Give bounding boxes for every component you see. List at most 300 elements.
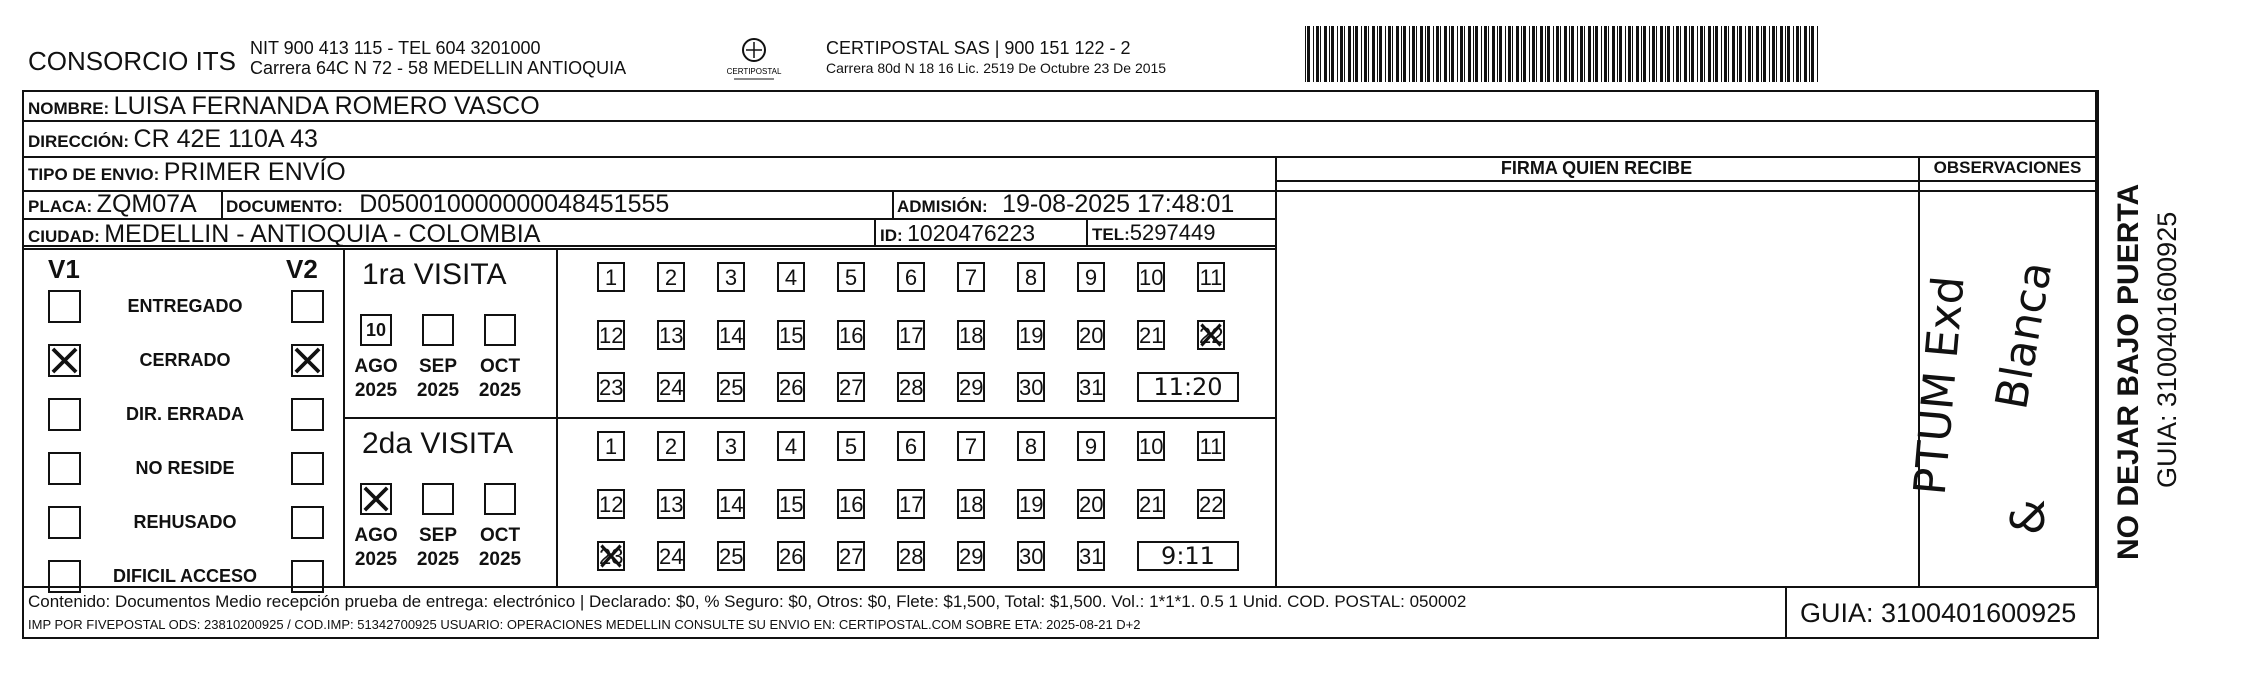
barcode-bar <box>1612 26 1615 82</box>
day-number: 3 <box>724 434 738 459</box>
month-label: AGO <box>354 356 398 377</box>
status-label: ENTREGADO <box>127 296 243 316</box>
barcode-bar <box>1761 26 1762 82</box>
barcode-bar <box>1756 26 1759 82</box>
footer-top-line <box>22 586 2099 588</box>
barcode-bar <box>1505 26 1506 82</box>
operator-license: Carrera 80d N 18 16 Lic. 2519 De Octubre 23 De 2015 <box>826 60 1167 76</box>
day-number: 13 <box>659 492 684 517</box>
day-checkbox[interactable] <box>837 541 865 571</box>
barcode-bar <box>1800 26 1801 82</box>
cell-divider <box>1086 218 1088 246</box>
day-number: 7 <box>964 265 978 290</box>
barcode-bar <box>1649 26 1650 82</box>
visit-divider <box>343 417 1275 419</box>
barcode-bar <box>1540 26 1543 82</box>
v2-checkbox[interactable] <box>291 560 324 593</box>
address-row <box>28 125 318 154</box>
day-number: 16 <box>839 492 864 517</box>
day-number: 14 <box>719 492 744 517</box>
day-checkbox[interactable] <box>597 372 625 402</box>
month-label: OCT <box>479 356 521 377</box>
day-checkbox[interactable] <box>897 262 925 292</box>
day-number: 22 <box>1199 323 1224 348</box>
recipient-address: CR 42E 110A 43 <box>133 125 318 153</box>
barcode-bar <box>1427 26 1430 82</box>
barcode-bar <box>1412 26 1415 82</box>
barcode-bar <box>1569 26 1570 82</box>
barcode-bar <box>1488 26 1489 82</box>
visit-title: 1ra VISITA <box>362 258 507 291</box>
day-number: 1 <box>604 265 618 290</box>
barcode-bar <box>1667 26 1670 82</box>
day-checkbox[interactable] <box>777 320 805 350</box>
admission-value: 19-08-2025 17:48:01 <box>1002 190 1235 218</box>
day-number: 2 <box>664 434 678 459</box>
barcode-bar <box>1420 26 1423 82</box>
year-label: 2025 <box>416 549 460 570</box>
status-label: DIR. ERRADA <box>125 404 244 424</box>
day-checkbox[interactable] <box>897 431 925 461</box>
day-checkbox[interactable] <box>597 320 625 350</box>
v2-checkbox[interactable] <box>291 290 324 323</box>
barcode-bar <box>1460 26 1463 82</box>
barcode-bar <box>1588 26 1591 82</box>
day-number: 31 <box>1079 544 1104 569</box>
day-checkbox[interactable] <box>1197 489 1225 519</box>
day-checkbox[interactable] <box>1137 431 1165 461</box>
day-checkbox[interactable] <box>717 262 745 292</box>
day-checkbox[interactable] <box>957 431 985 461</box>
day-number: 23 <box>599 375 624 400</box>
day-checkbox[interactable] <box>777 431 805 461</box>
day-number: 22 <box>1199 492 1224 517</box>
day-number: 9 <box>1084 265 1098 290</box>
status-label: REHUSADO <box>133 512 237 532</box>
day-number: 6 <box>904 265 918 290</box>
day-checkbox[interactable] <box>837 431 865 461</box>
barcode-bar <box>1547 26 1550 82</box>
barcode-bar <box>1307 26 1310 82</box>
day-checkbox[interactable] <box>897 541 925 571</box>
day-number: 5 <box>844 265 858 290</box>
day-checkbox[interactable] <box>837 262 865 292</box>
city-label: CIUDAD: <box>28 227 100 246</box>
barcode-bar <box>1368 26 1369 82</box>
day-checkbox[interactable] <box>657 489 685 519</box>
day-checkbox[interactable] <box>897 372 925 402</box>
barcode-bar <box>1556 26 1559 82</box>
checked-x-mark <box>293 346 322 375</box>
city-row <box>28 220 540 249</box>
barcode-bar <box>1377 26 1378 82</box>
barcode-bar <box>1787 26 1790 82</box>
month-label: AGO <box>354 525 398 546</box>
barcode-bar <box>1595 26 1598 82</box>
day-checkbox[interactable] <box>657 372 685 402</box>
barcode-bar <box>1601 26 1602 82</box>
day-number: 23 <box>599 544 624 569</box>
barcode-bar <box>1604 26 1607 82</box>
day-checkbox[interactable] <box>957 262 985 292</box>
barcode-bar <box>1684 26 1687 82</box>
day-number: 6 <box>904 434 918 459</box>
day-number: 19 <box>1019 323 1044 348</box>
month-checkbox[interactable] <box>484 483 516 515</box>
day-checkbox[interactable] <box>837 372 865 402</box>
v1-header: V1 <box>48 254 80 284</box>
day-checkbox[interactable] <box>717 431 745 461</box>
barcode-bar <box>1340 26 1343 82</box>
day-checkbox[interactable] <box>957 320 985 350</box>
barcode-bar <box>1584 26 1585 82</box>
day-number: 27 <box>839 375 864 400</box>
barcode-bar <box>1817 26 1818 82</box>
barcode-bar <box>1492 26 1495 82</box>
barcode-bar <box>1396 26 1399 82</box>
day-number: 8 <box>1024 265 1038 290</box>
barcode-bar <box>1580 26 1583 82</box>
barcode-bar <box>1353 26 1354 82</box>
barcode-bar <box>1577 26 1578 82</box>
barcode-bar <box>1545 26 1546 82</box>
day-checkbox[interactable] <box>1077 541 1105 571</box>
company-name: CONSORCIO ITS <box>28 46 237 76</box>
barcode-bar <box>1628 26 1631 82</box>
shipment-type: PRIMER ENVÍO <box>163 158 346 186</box>
day-checkbox[interactable] <box>1077 431 1105 461</box>
barcode-bar <box>1715 26 1718 82</box>
day-checkbox[interactable] <box>657 431 685 461</box>
day-checkbox[interactable] <box>1017 431 1045 461</box>
barcode-bar <box>1752 26 1753 82</box>
v1-checkbox[interactable] <box>48 398 81 431</box>
day-checkbox[interactable] <box>897 320 925 350</box>
status-label: DIFICIL ACCESO <box>112 566 257 586</box>
day-checkbox[interactable] <box>957 541 985 571</box>
barcode-bar <box>1440 26 1441 82</box>
day-number: 13 <box>659 323 684 348</box>
day-checkbox[interactable] <box>717 489 745 519</box>
status-label: CERRADO <box>139 350 231 370</box>
day-number: 27 <box>839 544 864 569</box>
day-number: 25 <box>719 375 744 400</box>
barcode-bar <box>1769 26 1770 82</box>
barcode-bar <box>1433 26 1434 82</box>
barcode-bar <box>1473 26 1474 82</box>
barcode-bar <box>1553 26 1554 82</box>
year-label: 2025 <box>354 549 398 570</box>
day-checkbox[interactable] <box>717 372 745 402</box>
visit-time-box[interactable] <box>1137 372 1239 402</box>
day-number: 20 <box>1079 492 1104 517</box>
day-checkbox[interactable] <box>1197 320 1225 350</box>
document-row <box>226 190 669 219</box>
barcode-bar <box>1632 26 1633 82</box>
day-checkbox[interactable] <box>837 320 865 350</box>
day-checkbox[interactable] <box>597 431 625 461</box>
day-checkbox[interactable] <box>1017 262 1045 292</box>
day-checkbox[interactable] <box>657 541 685 571</box>
v1-checkbox[interactable] <box>48 560 81 593</box>
barcode-bar <box>1516 26 1519 82</box>
barcode-bar <box>1329 26 1330 82</box>
recipient-name: LUISA FERNANDA ROMERO VASCO <box>113 92 540 120</box>
day-number: 24 <box>659 375 684 400</box>
barcode-bar <box>1793 26 1794 82</box>
city-value: MEDELLIN - ANTIOQUIA - COLOMBIA <box>104 220 541 248</box>
barcode-bar <box>1665 26 1666 82</box>
barcode-bar <box>1704 26 1705 82</box>
day-checkbox[interactable] <box>717 320 745 350</box>
day-checkbox[interactable] <box>777 262 805 292</box>
barcode-bar <box>1652 26 1655 82</box>
barcode-bar <box>1571 26 1574 82</box>
status-label: NO RESIDE <box>135 458 235 478</box>
document-value: D050010000000048451555 <box>359 190 670 218</box>
svg-text:CERTIPOSTAL: CERTIPOSTAL <box>726 67 782 76</box>
month-checkbox[interactable] <box>422 483 454 515</box>
day-checkbox[interactable] <box>1017 320 1045 350</box>
month-checkbox[interactable] <box>484 314 516 346</box>
day-number: 31 <box>1079 375 1104 400</box>
name-label: NOMBRE: <box>28 99 110 118</box>
signature-left-border <box>1275 156 1277 586</box>
barcode-bar <box>1776 26 1777 82</box>
day-checkbox[interactable] <box>1017 489 1045 519</box>
barcode-bar <box>1348 26 1351 82</box>
day-checkbox[interactable] <box>717 541 745 571</box>
barcode-bar <box>1691 26 1694 82</box>
day-checkbox[interactable] <box>597 541 625 571</box>
barcode-bar <box>1361 26 1362 82</box>
month-x-mark <box>362 485 390 513</box>
barcode-bar <box>1379 26 1382 82</box>
day-number: 2 <box>664 265 678 290</box>
barcode-bar <box>1409 26 1410 82</box>
barcode-bar <box>1721 26 1722 82</box>
v1-checkbox[interactable] <box>48 344 81 377</box>
barcode-bar <box>1385 26 1386 82</box>
barcode-bar <box>1697 26 1698 82</box>
day-number: 12 <box>599 323 624 348</box>
day-number: 12 <box>599 492 624 517</box>
barcode-bar <box>1436 26 1439 82</box>
cell-divider <box>892 190 894 218</box>
cell-divider <box>874 218 876 246</box>
day-number: 24 <box>659 544 684 569</box>
day-number: 9 <box>1084 434 1098 459</box>
footer-contents: Contenido: Documentos Medio recepción prueba de entrega: electrónico | Declarado: $0, % Seguro: $0, Otros: $0, Flete: $1,500, Total: $1,500. Vol.: 1*1*1. 0.5 1 Unid. COD. POSTAL: 050002 <box>28 592 1467 611</box>
day-x-mark <box>1199 322 1223 348</box>
barcode-bar <box>1763 26 1766 82</box>
shipment-type-row <box>28 158 346 187</box>
year-label: 2025 <box>478 549 522 570</box>
barcode-bar <box>1324 26 1327 82</box>
day-number: 16 <box>839 323 864 348</box>
barcode-bar <box>1529 26 1530 82</box>
barcode-bar <box>1457 26 1458 82</box>
barcode-bar <box>1700 26 1703 82</box>
year-label: 2025 <box>478 380 522 401</box>
day-number: 29 <box>959 375 984 400</box>
barcode-bar <box>1785 26 1786 82</box>
barcode-bar <box>1680 26 1681 82</box>
day-number: 18 <box>959 492 984 517</box>
barcode-bar <box>1732 26 1735 82</box>
tel-value: 5297449 <box>1129 220 1216 245</box>
day-checkbox[interactable] <box>1137 489 1165 519</box>
day-checkbox[interactable] <box>1197 262 1225 292</box>
day-checkbox[interactable] <box>1077 262 1105 292</box>
day-number: 4 <box>784 265 798 290</box>
day-checkbox[interactable] <box>1077 489 1105 519</box>
day-checkbox[interactable] <box>1137 262 1165 292</box>
barcode-bar <box>1484 26 1487 82</box>
checked-x-mark <box>50 346 79 375</box>
day-number: 18 <box>959 323 984 348</box>
day-number: 29 <box>959 544 984 569</box>
barcode-bar <box>1449 26 1450 82</box>
day-checkbox[interactable] <box>1017 541 1045 571</box>
month-label: OCT <box>479 525 521 546</box>
day-checkbox[interactable] <box>1197 431 1225 461</box>
month-label: SEP <box>418 525 458 546</box>
barcode-bar <box>1689 26 1690 82</box>
barcode-bar <box>1364 26 1367 82</box>
barcode-bar <box>1499 26 1502 82</box>
shipment-type-label: TIPO DE ENVIO: <box>28 165 160 184</box>
month-checkbox[interactable] <box>360 314 392 346</box>
day-number: 14 <box>719 323 744 348</box>
cell-divider <box>221 190 223 218</box>
v2-checkbox[interactable] <box>291 398 324 431</box>
v2-header: V2 <box>286 254 318 284</box>
barcode-bar <box>1625 26 1626 82</box>
barcode-bar <box>1772 26 1775 82</box>
day-checkbox[interactable] <box>777 372 805 402</box>
day-number: 26 <box>779 544 804 569</box>
barcode-bar <box>1512 26 1513 82</box>
day-number: 3 <box>724 265 738 290</box>
day-number: 17 <box>899 323 924 348</box>
v1-checkbox[interactable] <box>48 290 81 323</box>
signature-header: FIRMA QUIEN RECIBE <box>1500 158 1693 178</box>
year-label: 2025 <box>354 380 398 401</box>
visit-time-box[interactable] <box>1137 541 1239 571</box>
month-checkbox[interactable] <box>422 314 454 346</box>
plate-label: PLACA: <box>28 197 93 216</box>
month-label: SEP <box>418 356 458 377</box>
v2-checkbox[interactable] <box>291 344 324 377</box>
id-row <box>880 220 1035 247</box>
day-checkbox[interactable] <box>597 489 625 519</box>
day-number: 15 <box>779 323 804 348</box>
barcode-bar <box>1403 26 1406 82</box>
day-checkbox[interactable] <box>777 489 805 519</box>
barcode-bar <box>1331 26 1334 82</box>
month-checkbox[interactable] <box>360 483 392 515</box>
barcode-bar <box>1643 26 1646 82</box>
day-checkbox[interactable] <box>1077 372 1105 402</box>
observation-text: Blanca <box>1986 257 2063 414</box>
day-checkbox[interactable] <box>897 489 925 519</box>
recipient-name-row <box>28 92 540 121</box>
barcode-bar <box>1656 26 1657 82</box>
observations-handwriting <box>1904 190 2095 580</box>
year-label: 2025 <box>416 380 460 401</box>
day-checkbox[interactable] <box>777 541 805 571</box>
day-number: 17 <box>899 492 924 517</box>
certipostal-logo <box>726 36 782 82</box>
barcode-bar <box>1593 26 1594 82</box>
side-guide: GUIA: 3100401600925 <box>2152 211 2182 488</box>
day-checkbox[interactable] <box>1077 320 1105 350</box>
day-checkbox[interactable] <box>837 489 865 519</box>
visit-title: 2da VISITA <box>362 427 514 460</box>
day-number: 26 <box>779 375 804 400</box>
barcode-bar <box>1641 26 1642 82</box>
barcode-bar <box>1508 26 1511 82</box>
day-number: 10 <box>1139 265 1164 290</box>
barcode-bar <box>1337 26 1338 82</box>
barcode-bar <box>1728 26 1729 82</box>
observations-right-border <box>2095 90 2097 586</box>
v2-checkbox[interactable] <box>291 506 324 539</box>
barcode-bar <box>1713 26 1714 82</box>
day-number: 28 <box>899 544 924 569</box>
document-label: DOCUMENTO: <box>226 197 343 216</box>
barcode-bar <box>1320 26 1321 82</box>
day-number: 11 <box>1199 434 1223 459</box>
barcode-bar <box>1748 26 1751 82</box>
day-checkbox[interactable] <box>597 262 625 292</box>
day-checkbox[interactable] <box>1017 372 1045 402</box>
tel-label: TEL: <box>1092 225 1130 244</box>
address-label: DIRECCIÓN: <box>28 132 130 151</box>
barcode-bar <box>1444 26 1447 82</box>
barcode-bar <box>1617 26 1618 82</box>
barcode <box>1305 26 1825 82</box>
side-warning: NO DEJAR BAJO PUERTA <box>2112 183 2145 560</box>
barcode-bar <box>1660 26 1663 82</box>
barcode-bar <box>1523 26 1526 82</box>
day-checkbox[interactable] <box>657 262 685 292</box>
day-number: 28 <box>899 375 924 400</box>
barcode-bar <box>1564 26 1567 82</box>
barcode-bar <box>1745 26 1746 82</box>
barcode-bar <box>1344 26 1345 82</box>
barcode-bar <box>1608 26 1609 82</box>
day-checkbox[interactable] <box>1137 320 1165 350</box>
day-number: 5 <box>844 434 858 459</box>
day-checkbox[interactable] <box>957 489 985 519</box>
barcode-bar <box>1708 26 1711 82</box>
barcode-bar <box>1497 26 1498 82</box>
barcode-bar <box>1724 26 1727 82</box>
barcode-bar <box>1560 26 1561 82</box>
v1-checkbox[interactable] <box>48 452 81 485</box>
barcode-bar <box>1468 26 1471 82</box>
day-number: 20 <box>1079 323 1104 348</box>
v2-checkbox[interactable] <box>291 452 324 485</box>
v1-checkbox[interactable] <box>48 506 81 539</box>
day-checkbox[interactable] <box>957 372 985 402</box>
barcode-bar <box>1464 26 1465 82</box>
day-checkbox[interactable] <box>657 320 685 350</box>
barcode-bar <box>1316 26 1319 82</box>
barcode-bar <box>1676 26 1679 82</box>
